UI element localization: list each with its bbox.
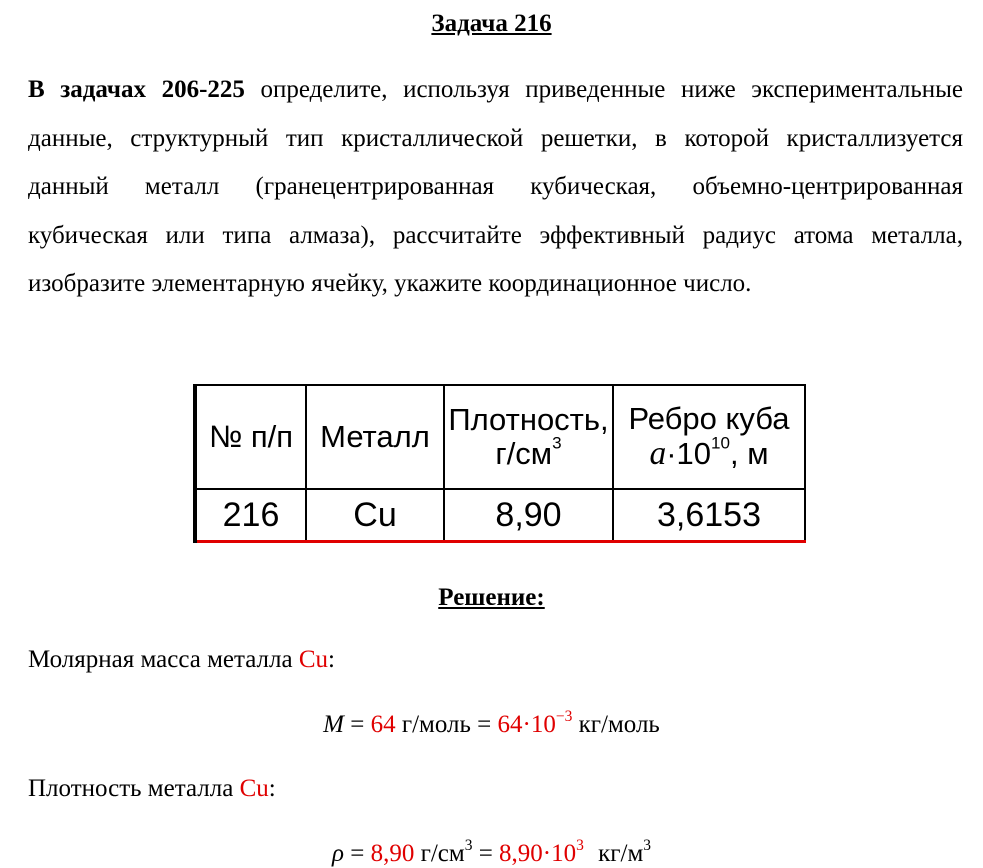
molar-mass-formula: M = 64 г/моль = $64\cdot 10^{-3}$ кг/моль — [323, 708, 660, 738]
molar-mass-label: Молярная масса металла Cu: — [28, 646, 335, 673]
task-lead: В задачах 206-225 — [28, 76, 245, 103]
header-metal: Металл — [306, 385, 444, 489]
solution-heading: Решение: — [438, 584, 545, 611]
cell-edge: 3,6153 — [613, 489, 805, 542]
cell-num: 216 — [195, 489, 306, 542]
density-label: Плотность металла Cu: — [28, 775, 276, 802]
table-header-row — [195, 385, 805, 489]
header-density: Плотность, $г/см^3$ — [444, 385, 613, 489]
table-row — [195, 489, 805, 542]
cell-metal: Cu — [306, 489, 444, 542]
problem-title: Задача 216 — [431, 10, 552, 37]
task-statement — [28, 66, 963, 309]
header-edge: Ребро куба $a\cdot 10^{10}$, м — [613, 385, 805, 489]
density-formula: ρ = 8,90 $г/см^3 = 8,90\cdot 10^3$ $кг/м^3$ — [331, 837, 652, 867]
task-text: определите, используя приведенные ниже экспериментальные данные, структурный тип кристаллической решетки, в которой кристаллизуется данный металл (гранецентрированная кубическая, объемно-центрированная кубическая или типа алмаза), рассчитайте эффективный радиус атома металла, изобразите элементарную ячейку, укажите координационное число. — [28, 76, 963, 297]
header-num: № п/п — [195, 385, 306, 489]
data-table — [193, 384, 806, 543]
cell-density: 8,90 — [444, 489, 613, 542]
